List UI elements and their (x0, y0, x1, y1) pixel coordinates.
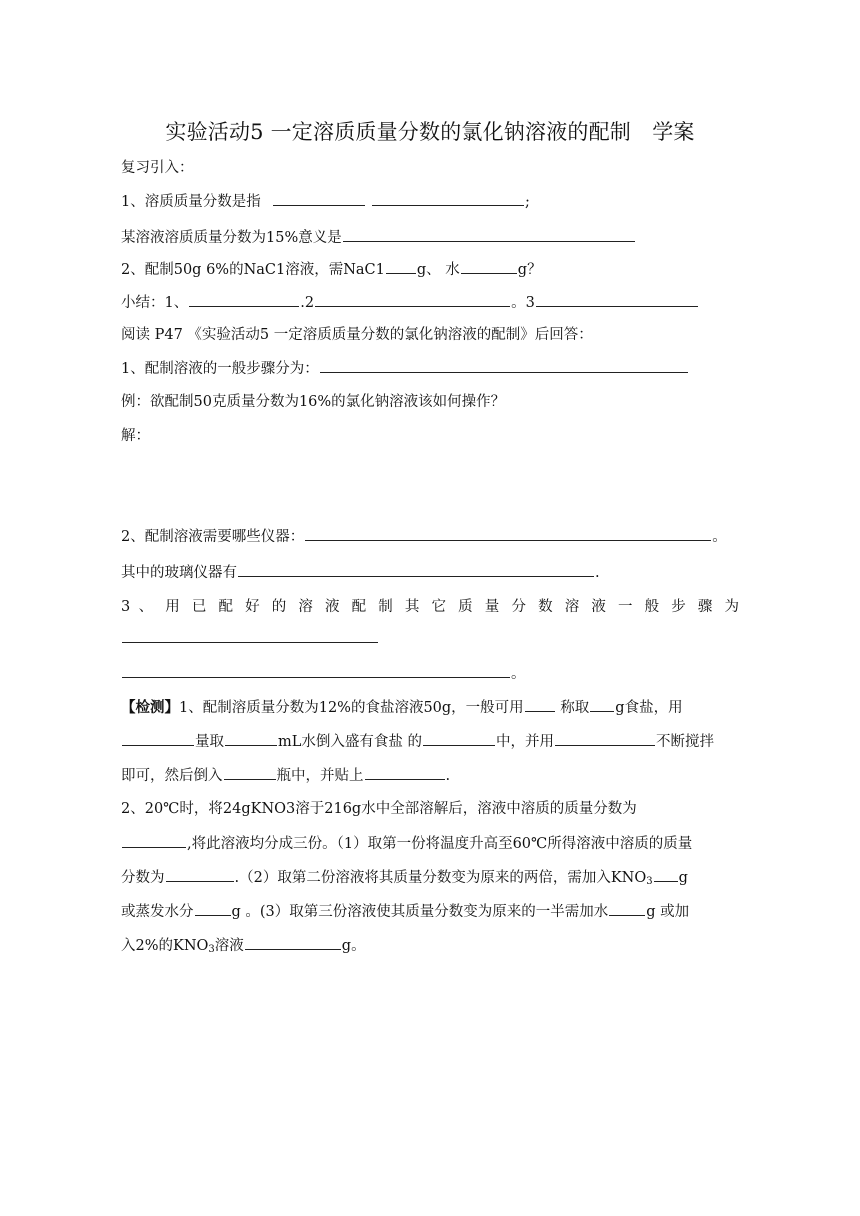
answer-blank[interactable] (365, 765, 445, 780)
review-q2: 2、配制50g 6%的NaC1溶液，需NaC1 g、 水 g？ (121, 259, 542, 280)
answer-blank[interactable] (189, 292, 299, 307)
answer-blank[interactable] (423, 731, 495, 746)
review-heading: 复习引入： (121, 160, 194, 176)
answer-blank[interactable] (525, 697, 555, 712)
answer-blank[interactable] (122, 663, 510, 678)
reading-s3-blank1 (121, 628, 379, 649)
answer-blank[interactable] (386, 259, 416, 274)
answer-blank[interactable] (654, 867, 678, 882)
answer-blank[interactable] (166, 867, 234, 882)
answer-blank[interactable] (195, 901, 231, 916)
reading-intro: 阅读 P47 《实验活动5 一定溶质质量分数的氯化钠溶液的配制》后回答： (121, 327, 593, 343)
answer-blank[interactable] (609, 901, 645, 916)
answer-blank[interactable] (225, 731, 277, 746)
reading-example: 例：欲配制50克质量分数为16%的氯化钠溶液该如何操作？ (121, 394, 506, 410)
test-t1-line2: 量取 mL水倒入盛有食盐 的 中，并用 不断搅拌 (121, 731, 714, 752)
page-title: 实验活动5 一定溶质质量分数的氯化钠溶液的配制 学案 (165, 120, 695, 144)
reading-s2: 2、配制溶液需要哪些仪器： 。 (121, 526, 727, 547)
reading-s2b: 其中的玻璃仪器有 . (121, 562, 600, 583)
answer-blank[interactable] (315, 292, 510, 307)
test-t2-line2: ,将此溶液均分成三份。（1）取第一份将温度升高至60℃所得溶液中溶质的质量 (121, 833, 692, 854)
test-t2-line1: 2、20℃时，将24gKNO3溶于216g水中全部溶解后，溶液中溶质的质量分数为 (121, 801, 637, 817)
test-t2-line3: 分数为 .（2）取第二份溶液将其质量分数变为原来的两倍，需加入$KNO_3$ g (121, 867, 688, 892)
answer-blank[interactable] (590, 697, 614, 712)
answer-blank[interactable] (372, 191, 524, 206)
test-t1-line3: 即可，然后倒入 瓶中，并贴上 . (121, 765, 450, 786)
review-q1b: 某溶液溶质质量分数为15%意义是 (121, 227, 636, 248)
reading-s3: 3 、 用 已 配 好 的 溶 液 配 制 其 它 质 量 分 数 溶 液 一 般 步 骤 为 (121, 599, 739, 615)
answer-blank[interactable] (273, 191, 365, 206)
answer-blank[interactable] (122, 731, 194, 746)
answer-blank[interactable] (343, 227, 635, 242)
answer-blank[interactable] (305, 526, 711, 541)
answer-blank[interactable] (245, 935, 341, 950)
answer-blank[interactable] (122, 833, 186, 848)
test-t2-line5: 入2%的$KNO_3$溶液 g。 (121, 935, 366, 960)
answer-blank[interactable] (461, 259, 517, 274)
test-t2-line4: 或蒸发水分 g 。(3）取第三份溶液使其质量分数变为原来的一半需加水 g 或加 (121, 901, 689, 922)
answer-blank[interactable] (536, 292, 698, 307)
answer-blank[interactable] (122, 628, 378, 643)
reading-s3-blank2: 。 (121, 663, 526, 684)
reading-answer: 解： (121, 428, 150, 444)
review-q1: 1、溶质质量分数是指 ; (121, 191, 530, 212)
test-t1-line1: 【检测】1、配制溶质量分数为12%的食盐溶液50g，一般可用 称取 g食盐，用 (121, 699, 683, 716)
answer-blank[interactable] (320, 358, 688, 373)
reading-s1: 1、配制溶液的一般步骤分为： (121, 358, 689, 379)
answer-blank[interactable] (238, 562, 594, 577)
review-summary: 小结：1、 .2 。3 (121, 292, 699, 313)
answer-blank[interactable] (555, 731, 655, 746)
answer-blank[interactable] (224, 765, 276, 780)
